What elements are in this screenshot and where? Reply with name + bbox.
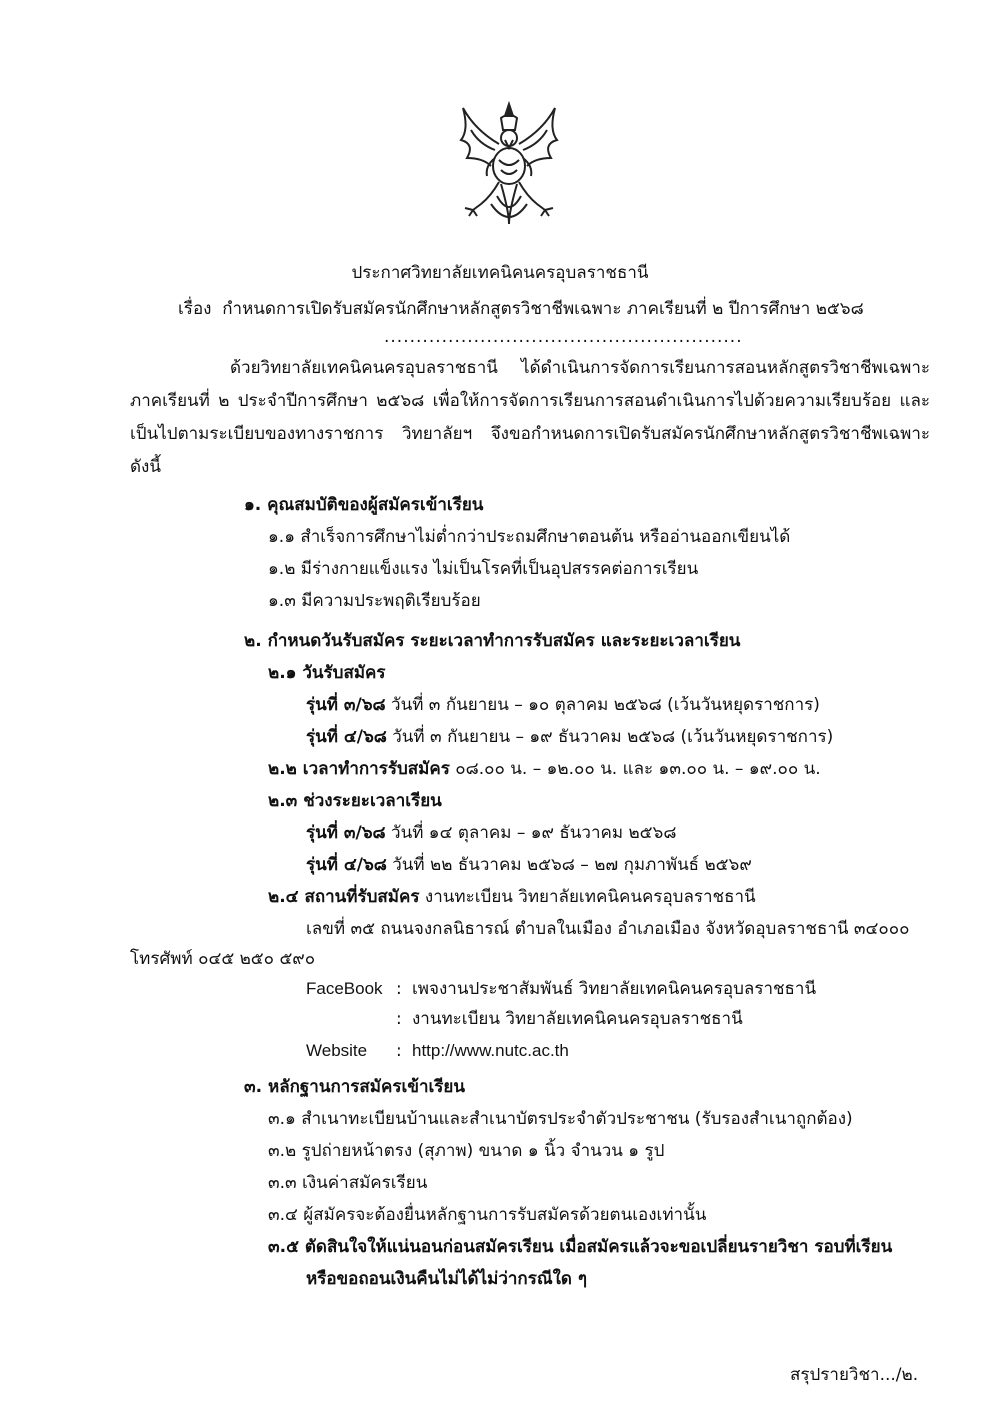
intake-row [306,726,833,748]
section-3-item: ๓.๑ สำเนาทะเบียนบ้านและสำเนาบัตรประจำตัวประชาชน (รับรองสำเนาถูกต้อง) [268,1109,853,1129]
address-line: เลขที่ ๓๕ ถนนจงกลนิธารณ์ ตำบลในเมือง อำเภอเมือง จังหวัดอุบลราชธานี ๓๔๐๐๐ [306,919,910,939]
website-colon: : [396,1041,402,1061]
study-period-dates: วันที่ ๑๔ ตุลาคม – ๑๙ ธันวาคม ๒๕๖๘ [391,823,677,843]
garuda-emblem-icon [455,100,563,232]
study-period-row [306,854,752,876]
subject-line [178,298,864,320]
section-2-heading: ๒. กำหนดวันรับสมัคร ระยะเวลาทำการรับสมัคร และระยะเวลาเรียน [244,631,741,651]
continued-marker: สรุปรายวิชา.../๒. [790,1365,919,1385]
study-period-label: รุ่นที่ ๓/๖๘ [306,823,386,843]
intro-paragraph [130,352,930,484]
facebook-colon: : [396,979,402,999]
facebook-label: FaceBook [306,979,383,998]
section-3-item-5-line-2: หรือขอถอนเงินคืนไม่ได้ไม่ว่ากรณีใด ๆ [306,1269,588,1289]
website-label: Website [306,1041,368,1060]
section-3-item-5-line-1: ๓.๕ ตัดสินใจให้แน่นอนก่อนสมัครเรียน เมื่อสมัครแล้วจะขอเปลี่ยนรายวิชา รอบที่เรียน [268,1237,893,1257]
title-separator: ........................................................ [384,327,743,347]
facebook-colon: : [396,1009,402,1029]
section-1-item: ๑.๓ มีความประพฤติเรียบร้อย [268,591,481,611]
facebook-page-2[interactable]: งานทะเบียน วิทยาลัยเทคนิคนครอุบลราชธานี [412,1009,743,1029]
section-1-item: ๑.๒ มีร่างกายแข็งแรง ไม่เป็นโรคที่เป็นอุปสรรคต่อการเรียน [268,559,699,579]
section-2-2-line [268,758,821,780]
document-title: ประกาศวิทยาลัยเทคนิคนครอุบลราชธานี [351,263,649,283]
section-2-2-heading: ๒.๒ เวลาทำการรับสมัคร [268,759,450,779]
section-2-4-line [268,886,756,908]
intake-label: รุ่นที่ ๓/๖๘ [306,695,386,715]
facebook-page-1[interactable]: เพจงานประชาสัมพันธ์ วิทยาลัยเทคนิคนครอุบลราชธานี [412,979,817,999]
intake-dates: วันที่ ๓ กันยายน – ๑๐ ตุลาคม ๒๕๖๘ (เว้นวันหยุดราชการ) [391,695,820,715]
section-3-item: ๓.๓ เงินค่าสมัครเรียน [268,1173,428,1193]
registration-office: งานทะเบียน วิทยาลัยเทคนิคนครอุบลราชธานี [424,887,756,907]
intake-dates: วันที่ ๓ กันยายน – ๑๙ ธันวาคม ๒๕๖๘ (เว้นวันหยุดราชการ) [392,727,834,747]
intake-row [306,694,820,716]
study-period-label: รุ่นที่ ๔/๖๘ [306,855,387,875]
section-2-3-heading: ๒.๓ ช่วงระยะเวลาเรียน [268,791,442,811]
section-1-heading: ๑. คุณสมบัติของผู้สมัครเข้าเรียน [244,495,484,515]
section-2-4-heading: ๒.๔ สถานที่รับสมัคร [268,887,420,907]
section-3-item: ๓.๒ รูปถ่ายหน้าตรง (สุภาพ) ขนาด ๑ นิ้ว จำนวน ๑ รูป [268,1141,665,1161]
subject-label: เรื่อง [178,299,212,319]
office-hours: ๐๘.๐๐ น. – ๑๒.๐๐ น. และ ๑๓.๐๐ น. – ๑๙.๐๐ น. [455,759,821,779]
section-3-heading: ๓. หลักฐานการสมัครเข้าเรียน [244,1077,466,1097]
intake-label: รุ่นที่ ๔/๖๘ [306,727,387,747]
section-3-item: ๓.๔ ผู้สมัครจะต้องยื่นหลักฐานการรับสมัครด้วยตนเองเท่านั้น [268,1205,707,1225]
section-2-1-heading: ๒.๑ วันรับสมัคร [268,663,386,683]
intro-text: ด้วยวิทยาลัยเทคนิคนครอุบลราชธานี ได้ดำเนินการจัดการเรียนการสอนหลักสูตรวิชาชีพเฉพาะ ภาคเรียนที่ ๒ ประจำปีการศึกษา ๒๕๖๘ เพื่อให้การจัดการเรียนการสอนดำเนินการไปด้วยความเรียบร้อย และเป็นไปตามระเบียบของทางราชการ วิทยาลัยฯ จึงขอกำหนดการเปิดรับสมัครนักศึกษาหลักสูตรวิชาชีพเฉพาะ ดังนี้ [130,358,930,477]
phone-line: โทรศัพท์ ๐๔๕ ๒๕๐ ๕๙๐ [130,949,316,969]
website-link[interactable]: http://www.nutc.ac.th [412,1041,569,1060]
section-1-item: ๑.๑ สำเร็จการศึกษาไม่ต่ำกว่าประถมศึกษาตอนต้น หรืออ่านออกเขียนได้ [268,527,791,547]
study-period-dates: วันที่ ๒๒ ธันวาคม ๒๕๖๘ – ๒๗ กุมภาพันธ์ ๒๕๖๙ [392,855,752,875]
study-period-row [306,822,676,844]
subject-text: กำหนดการเปิดรับสมัครนักศึกษาหลักสูตรวิชาชีพเฉพาะ ภาคเรียนที่ ๒ ปีการศึกษา ๒๕๖๘ [222,299,864,319]
